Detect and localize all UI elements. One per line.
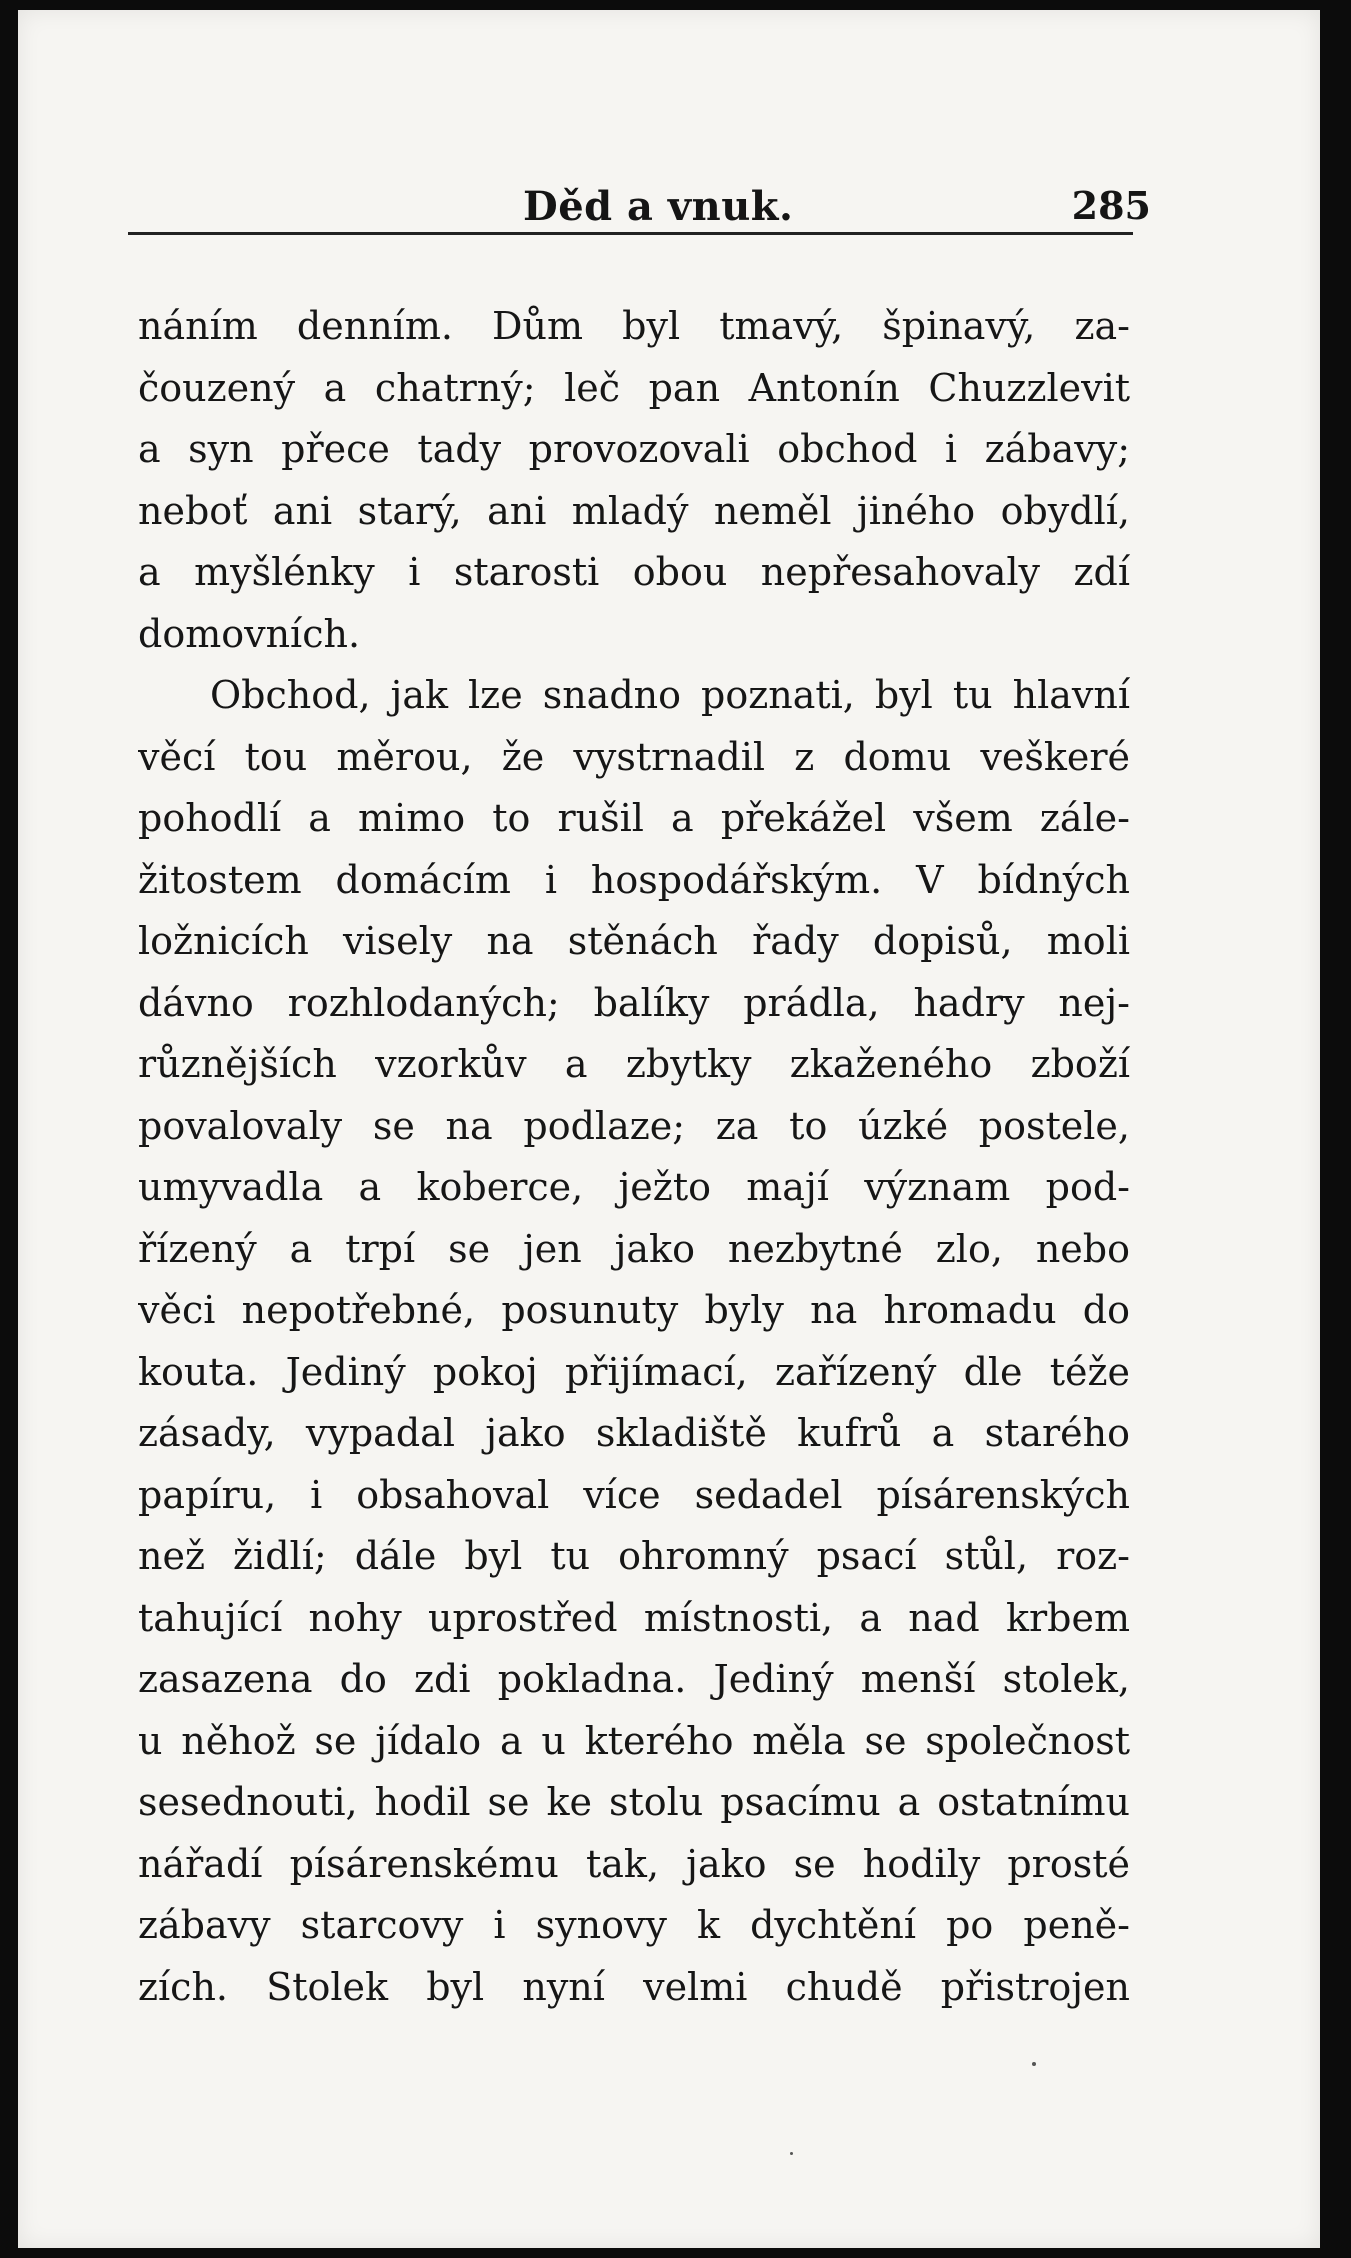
text-line: a syn přece tady provozovali obchod i zábavy; [138,427,1130,471]
running-title: Děd a vnuk. [523,183,794,230]
text-line: čouzený a chatrný; leč pan Antonín Chuzzlevit [138,365,1130,410]
paper-speck [1032,2062,1036,2066]
text-line: neboť ani starý, ani mladý neměl jiného obydlí, [138,488,1130,533]
page-header [146,178,1151,238]
text-line: náním denním. Dům byl tmavý, špinavý, za- [138,304,1130,348]
text-line: Obchod, jak lze snadno poznati, byl tu hlavní [210,673,1130,717]
paper-speck [790,2152,793,2155]
text-line: umyvadla a koberce, ježto mají význam pod- [138,1165,1130,1209]
text-line: různějších vzorkův a zbytky zkaženého zboží [138,1042,1130,1086]
text-line: věcí tou měrou, že vystrnadil z domu veškeré [138,734,1130,779]
text-line: pohodlí a mimo to rušil a překážel všem zále- [138,796,1130,840]
text-line: zích. Stolek byl nyní velmi chudě přistrojen [138,1964,1130,2009]
text-line: povalovaly se na podlaze; za to úzké postele, [138,1103,1130,1148]
text-line: řízený a trpí se jen jako nezbytné zlo, nebo [138,1226,1130,1271]
header-rule [128,232,1133,235]
text-line: tahující nohy uprostřed místnosti, a nad krbem [138,1595,1130,1640]
body-text [138,296,1130,2018]
text-line: věci nepotřebné, posunuty byly na hromadu do [138,1288,1130,1332]
text-line: než židlí; dále byl tu ohromný psací stůl, roz- [138,1534,1130,1578]
text-line: kouta. Jediný pokoj přijímací, zařízený dle téže [138,1349,1130,1394]
text-line: papíru, i obsahoval více sedadel písárenských [138,1472,1130,1517]
text-line: ložnicích visely na stěnách řady dopisů, moli [138,919,1130,963]
paragraph-2 [138,665,1130,2018]
text-line: sesednouti, hodil se ke stolu psacímu a ostatnímu [138,1780,1130,1824]
text-line: nářadí písárenskému tak, jako se hodily prosté [138,1841,1130,1886]
text-line: dávno rozhlodaných; balíky prádla, hadry nej- [138,980,1130,1025]
text-line: domovních. [138,611,361,656]
page-number: 285 [1071,183,1151,228]
text-line: a myšlénky i starosti obou nepřesahovaly zdí [138,550,1130,594]
text-line: u něhož se jídalo a u kterého měla se společnost [138,1718,1130,1763]
text-line: zasazena do zdi pokladna. Jediný menší stolek, [138,1657,1130,1701]
text-line: zábavy starcovy i synovy k dychtění po peně- [138,1903,1130,1947]
paragraph-1 [138,296,1130,665]
text-line: zásady, vypadal jako skladiště kufrů a starého [138,1411,1130,1455]
text-line: žitostem domácím i hospodářským. V bídných [138,857,1130,902]
